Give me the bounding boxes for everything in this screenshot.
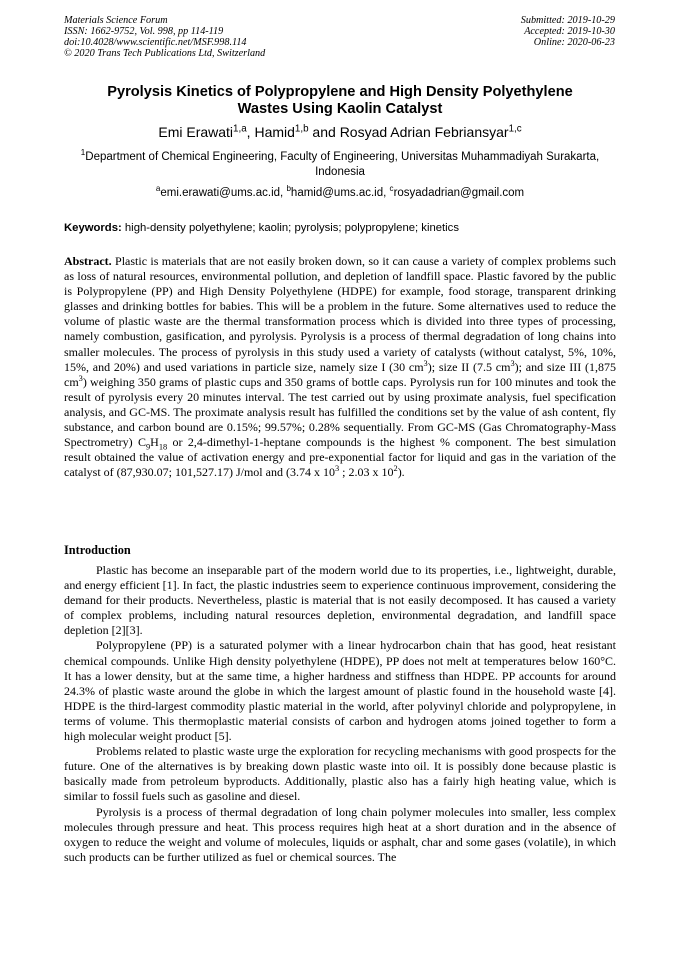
email-address[interactable]: emi.erawati@ums.ac.id, (160, 187, 287, 199)
intro-paragraph: Problems related to plastic waste urge the exploration for recycling mechanisms with good prospects for the future. One of the alternatives is by breaking down plastic waste into oil. It is possibly done because plastic is basically made from petroleum byproducts. Additionally, plastic also has a fairly high heating value, which is similar to fossil fuels such as gasoline and diesel. (64, 744, 616, 804)
submitted-date: Submitted: 2019-10-29 (520, 15, 615, 26)
affiliation-mark: 1 (80, 148, 86, 158)
abstract (64, 254, 616, 480)
abstract-superscript: 3 (423, 358, 428, 368)
email-mark: c (389, 184, 394, 194)
abstract-text: ); and size III (1,875 cm (64, 359, 617, 389)
author-name: Rosyad Adrian Febriansyar (339, 124, 509, 140)
abstract-subscript: 18 (158, 442, 168, 452)
email-mark: b (286, 184, 291, 194)
keywords-text: high-density polyethylene; kaolin; pyrolysis; polypropylene; kinetics (121, 222, 459, 234)
email-mark: a (155, 184, 161, 194)
title-line-2: Wastes Using Kaolin Catalyst (237, 101, 443, 117)
affiliation-text: Department of Chemical Engineering, Faculty of Engineering, Universitas Muhammadiyah Surakarta, Indonesia (85, 151, 600, 178)
author-emails (64, 186, 616, 200)
abstract-text: ; 2.03 x 10 (339, 465, 394, 480)
journal-header (64, 15, 265, 59)
email-address[interactable]: hamid@ums.ac.id, (290, 187, 390, 199)
abstract-text: Plastic is materials that are not easily broken down, so it can cause a variety of complex problems such as loss of natural resources, environmental pollution, and depletion of landfill space. Plastic favored by the public is Polypropylene (PP) and High Density Polyethylene (HDPE) for example, food storage, transparent drinking glasses and drinking bottles for babies. This will be a problem in the future. Some alternatives used to reduce the volume of plastic waste are the thermal transformation process which is divided into three types of processing, namely combustion, gasification, and pyrolysis. Pyrolysis is a process of thermal degradation of long chains into smaller molecules. The process of pyrolysis in this study used a variety of catalysts (without catalyst, 5%, 10%, 15%, and 20%) and used variations in particle size, namely size I (30 cm (64, 254, 616, 374)
online-date: Online: 2020-06-23 (533, 37, 615, 48)
introduction-body (64, 563, 616, 865)
affiliation (64, 150, 616, 180)
abstract-superscript: 3 (334, 464, 340, 474)
author-affiliation-mark: 1,b (294, 123, 309, 135)
abstract-superscript: 3 (510, 358, 515, 368)
introduction-heading: Introduction (64, 543, 131, 557)
intro-paragraph: Pyrolysis is a process of thermal degradation of long chain polymer molecules into smaller, less complex molecules through pressure and heat. This process requires high heat at a short duration and in the absence of oxygen to reduce the weight and volume of molecules, liquids or asphalt, char and some gases (volatile), in which such products can be further utilized as fuel or chemical sources. The (64, 804, 616, 864)
abstract-text: ); size II (7.5 cm (427, 359, 511, 374)
author-separator: , (246, 124, 255, 140)
abstract-text: H (150, 435, 159, 450)
author-affiliation-mark: 1,c (508, 123, 522, 135)
intro-paragraph: Plastic has become an inseparable part of the modern world due to its properties, i.e., lightweight, durable, and energy efficient [1]. In fact, the plastic industries seem to experience continuous improvement, considering the demand for their products. Nevertheless, plastic is material that is not easily decomposed. It has caused a variety of complex problems, including natural resources depletion, environmental degradation, and landfill space depletion [2][3]. (64, 563, 616, 638)
abstract-text: or 2,4-dimethyl-1-heptane compounds is the highest % component. The best simulation result obtained the value of activation energy and pre-exponential factor for liquid and gas in the variation of the catalyst of (87,930.07; 101,527.17) J/mol and (3.74 x 10 (64, 435, 616, 480)
abstract-text: ). (397, 465, 405, 480)
keywords (64, 221, 616, 235)
abstract-superscript: 3 (78, 373, 83, 383)
intro-paragraph: Polypropylene (PP) is a saturated polymer with a linear hydrocarbon chain that has good, heat resistant chemical compounds. Unlike High density polyethylene (HDPE), PP does not melt at temperatures below 160°C. It has a lower density, but at the same time, a higher hardness and stiffness than HDPE. PP accounts for around 24.3% of plastic waste around the globe in which the largest amount of plastic found in the household waste [4]. HDPE is the third-largest commodity plastic material in the world, after polyvinyl chloride and polypropylene, in terms of volume. This thermoplastic material consists of carbon and hydrogen atoms joined together to form a high molecular weight product [5]. (64, 638, 616, 744)
accepted-date: Accepted: 2019-10-30 (524, 26, 615, 37)
journal-issn: ISSN: 1662-9752, Vol. 998, pp 114-119 (64, 26, 224, 37)
abstract-superscript: 2 (393, 464, 398, 474)
author-affiliation-mark: 1,a (233, 123, 247, 135)
abstract-text: ) weighing 350 grams of plastic cups and 350 grams of bottle caps. Pyrolysis run for 100 minutes and took the result of pyrolysis every 20 minutes interval. The test carried out by using proximate analysis, fuel specification analysis, and GC-MS. The proximate analysis result has fulfilled the conditions set by the value of ash content, fly substance, and carbon bound are 0.15%; 99.57%; 0.28% sequentially. From GC-MS (Gas Chromatography-Mass Spectrometry) C (64, 374, 616, 450)
journal-name: Materials Science Forum (64, 15, 168, 26)
journal-copyright: © 2020 Trans Tech Publications Ltd, Switzerland (64, 48, 266, 59)
dates-header (521, 15, 615, 48)
journal-doi[interactable]: doi:10.4028/www.scientific.net/MSF.998.114 (64, 37, 247, 48)
email-address[interactable]: rosyadadrian@gmail.com (393, 187, 525, 199)
keywords-label: Keywords: (64, 222, 122, 234)
author-name: Emi Erawati (158, 124, 234, 140)
paper-title (64, 84, 616, 118)
abstract-subscript: 9 (145, 442, 151, 452)
author-name: Hamid (254, 124, 295, 140)
author-separator: and (308, 124, 340, 140)
abstract-label: Abstract. (64, 254, 112, 268)
title-line-1: Pyrolysis Kinetics of Polypropylene and High Density Polyethylene (107, 84, 573, 100)
author-list (64, 124, 616, 141)
